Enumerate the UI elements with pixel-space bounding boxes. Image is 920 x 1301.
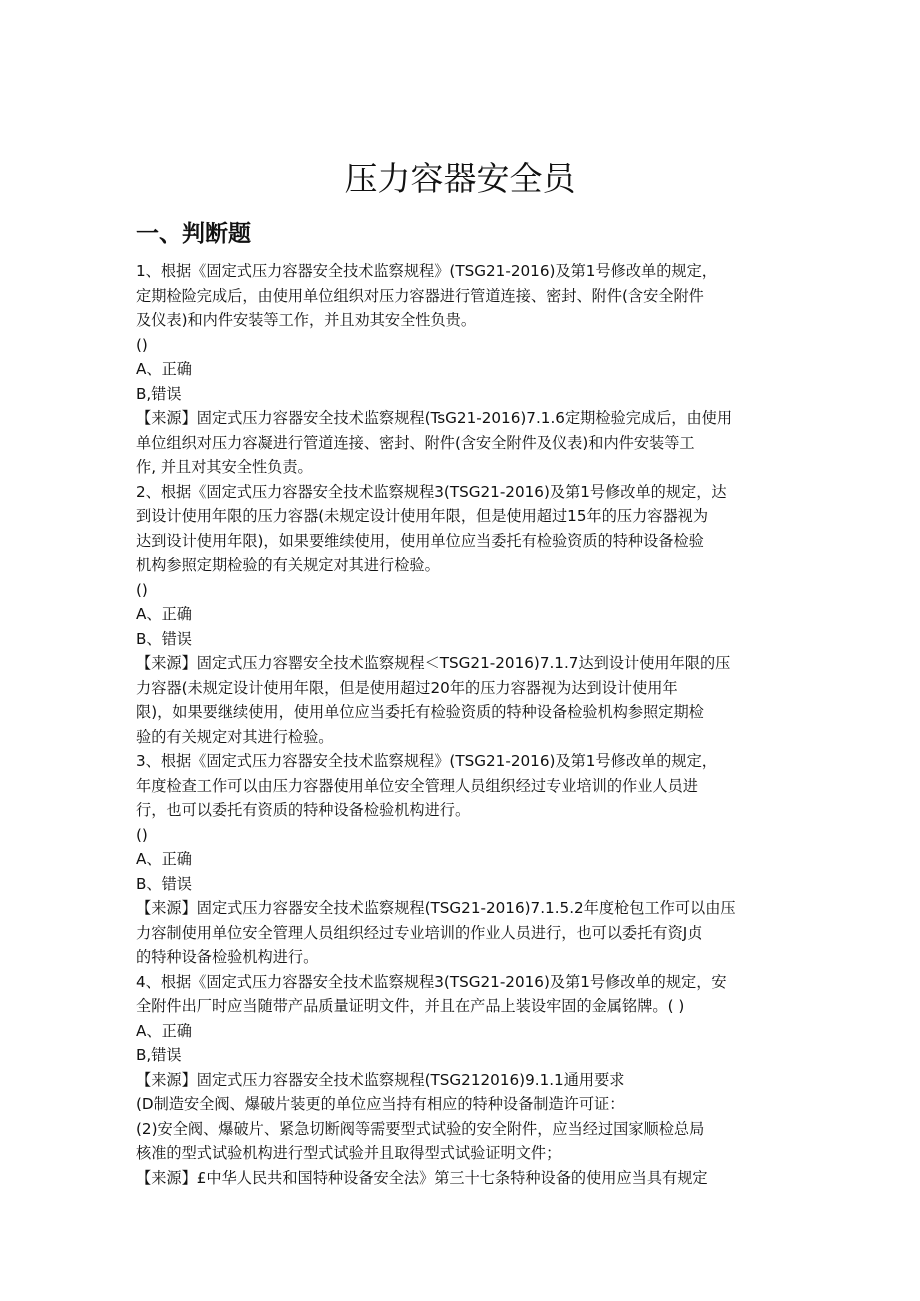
text-line: 限)，如果要继续使用，使用单位应当委托有检验资质的特种设备检验机构参照定期检 — [136, 703, 704, 721]
text-line: A、正确 — [136, 360, 192, 378]
text-line: (2)安全阀、爆破片、紧急切断阀等需要型式试验的安全附件，应当经过国家顺检总局 — [136, 1119, 705, 1138]
text-line: 【来源】固定式压力容器安全技术监察规程(TsG21-2016)7.1.6定期检验完成后，由使用 — [136, 409, 733, 427]
text-line: B、错误 — [136, 629, 192, 648]
text-line: B,错误 — [136, 384, 182, 403]
section-heading: 一、判断题 — [136, 221, 251, 247]
text-line: 单位组织对压力容凝进行管道连接、密封、附件(含安全附件及仪表)和内件安装等工 — [136, 433, 695, 452]
text-line: 达到设计使用年限)，如果要维续使用，使用单位应当委托有检验资质的特种设备检验 — [136, 531, 704, 550]
text-line: 2、根据《固定式压力容器安全技术监察规程3(TSG21-2016)及第1号修改单的规定，达 — [136, 482, 727, 501]
text-line: () — [136, 335, 148, 354]
text-line: 【来源】£中华人民共和国特种设备安全法》第三十七条特种设备的使用应当具有规定 — [136, 1168, 708, 1187]
text-line: (D制造安全阀、爆破片装更的单位应当持有相应的特种设备制造许可证： — [136, 1095, 625, 1113]
document-title: 压力容器安全员 — [344, 159, 576, 198]
text-line: 力容器(未规定设计使用年限，但是使用超过20年的压力容器视为达到设计使用年 — [136, 678, 678, 697]
text-line: 力容制使用单位安全管理人员组织经过专业培训的作业人员进行，也可以委托有资J贞 — [136, 923, 703, 942]
text-line: B,错误 — [136, 1046, 182, 1064]
text-line: 全附件出厂时应当随带产品质量证明文件，并且在产品上装设牢固的金属铭牌。( ) — [136, 997, 685, 1015]
text-line: 【来源】固定式压力容罂安全技术监察规程＜TSG21-2016)7.1.7达到设计使用年限的压 — [136, 654, 731, 672]
text-line: 3、根据《固定式压力容器安全技术监察规程》(TSG21-2016)及第1号修改单的规定， — [136, 752, 717, 770]
text-line: 行，也可以委托有资质的特种设备检验机构进行。 — [136, 801, 471, 819]
text-line: 年度检查工作可以由压力容器使用单位安全管理人员组织经过专业培训的作业人员进 — [136, 776, 698, 795]
text-line: 作, 并且对其安全性负责。 — [136, 458, 313, 476]
text-line: A、正确 — [136, 605, 192, 623]
text-line: 1、根据《固定式压力容器安全技术监察规程》(TSG21-2016)及第1号修改单的规定， — [136, 262, 717, 280]
text-line: 到设计使用年限的压力容器(未规定设计使用年限，但是使用超过15年的压力容器视为 — [136, 507, 709, 525]
text-line: () — [136, 825, 148, 844]
text-line: 【来源】固定式压力容器安全技术监察规程(TSG212016)9.1.1通用要求 — [136, 1070, 625, 1089]
text-line: A、正确 — [136, 1021, 192, 1040]
text-line: B、错误 — [136, 874, 192, 893]
text-line: A、正确 — [136, 850, 192, 868]
document-body — [136, 259, 786, 1190]
text-line: 及仪表)和内件安装等工作，并且劝其安全性负贵。 — [136, 311, 477, 329]
text-line: 核准的型式试验机构进行型式试验并且取得型式试验证明文件； — [136, 1144, 562, 1162]
text-line: 机构参照定期检验的有关规定对其进行检验。 — [136, 556, 440, 574]
text-line: 验的有关规定对其进行检验。 — [136, 727, 334, 746]
text-line: 的特种设备检验机构进行。 — [136, 948, 319, 966]
text-line: 4、根据《固定式压力容器安全技术监察规程3(TSG21-2016)及第1号修改单的规定，安 — [136, 972, 727, 991]
text-line: 定期检险完成后，由使用单位组织对压力容器进行管道连接、密封、附件(含安全附件 — [136, 286, 704, 305]
text-line: () — [136, 580, 148, 599]
text-line: 【来源】固定式压力容器安全技术监察规程(TSG21-2016)7.1.5.2年度枪包工作可以由压 — [136, 899, 736, 917]
